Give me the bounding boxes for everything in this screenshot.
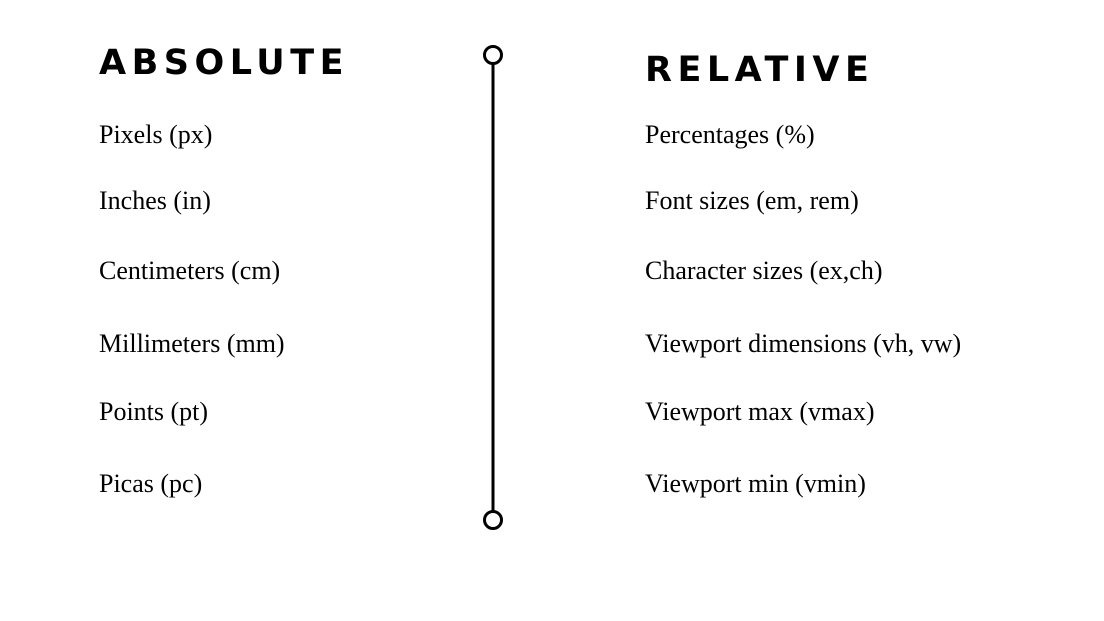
relative-item-font-sizes: Font sizes (em, rem) (645, 186, 859, 215)
relative-item-viewport-dimensions: Viewport dimensions (vh, vw) (645, 329, 962, 358)
absolute-item-inches: Inches (in) (99, 186, 211, 215)
relative-item-percentages: Percentages (%) (645, 120, 815, 149)
relative-item-viewport-max: Viewport max (vmax) (645, 397, 875, 426)
relative-heading: RELATIVE (645, 50, 875, 90)
relative-item-character-sizes: Character sizes (ex,ch) (645, 256, 883, 285)
absolute-item-picas: Picas (pc) (99, 469, 203, 498)
absolute-item-centimeters: Centimeters (cm) (99, 256, 281, 285)
absolute-item-points: Points (pt) (99, 397, 209, 426)
absolute-item-millimeters: Millimeters (mm) (99, 329, 285, 358)
relative-item-viewport-min: Viewport min (vmin) (645, 469, 866, 498)
absolute-item-pixels: Pixels (px) (99, 120, 213, 149)
absolute-heading: ABSOLUTE (99, 43, 349, 83)
